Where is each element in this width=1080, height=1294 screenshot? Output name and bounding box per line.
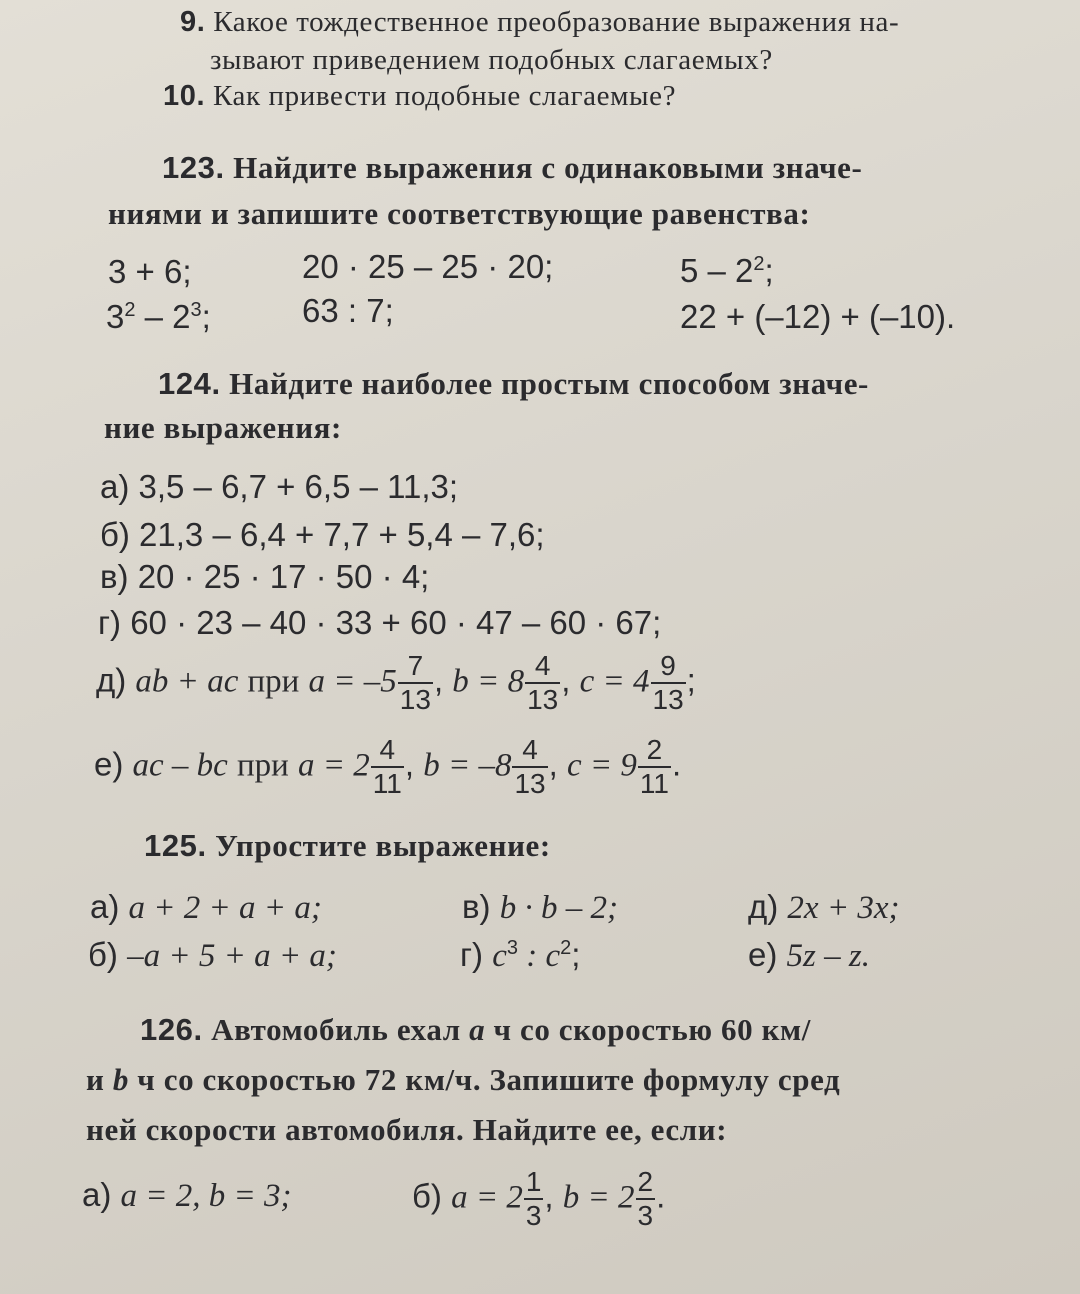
ex125-item-g: г) $c^3$ : $c^2$; xyxy=(460,936,581,974)
ex124-item-e: е) ac – bc при a = 2 $\frac{4}{11}$ , b = –8 $\frac{4}{13}$ , c = 9 $\frac{2}{11}$ . xyxy=(94,734,682,799)
fraction: $\frac{2}{11}$ xyxy=(639,734,669,799)
fraction: $\frac{4}{13}$ xyxy=(527,650,559,715)
ex123-heading-cont: ниями и запишите соответствующие равенства: xyxy=(108,196,811,231)
ex124-item-g: г) 60 · 23 – 40 · 33 + 60 · 47 – 60 · 67; xyxy=(98,604,662,641)
ex123-expr-1: 3 + 6; xyxy=(108,253,192,290)
ex125-item-b: б) –a + 5 + a + a; xyxy=(88,936,337,974)
ex124-item-d: д) ab + ac при a = –5 $\frac{7}{13}$ , b = 8 $\frac{4}{13}$ , c = 4 $\frac{9}{13}$ ; xyxy=(96,650,696,715)
ex123-expr-4: $3^2 - 2^3$; xyxy=(106,298,211,335)
ex124-heading-cont: ние выражения: xyxy=(104,410,342,445)
ex125-item-v: в) b · b – 2; xyxy=(462,888,618,926)
fraction: $\frac{4}{11}$ xyxy=(372,734,402,799)
ex125-heading: 125. Упростите выражение: xyxy=(144,828,551,863)
question-9: 9. Какое тождественное преобразование выражения на- xyxy=(180,6,900,38)
ex123-expr-6: 22 + (–12) + (–10). xyxy=(680,298,956,335)
ex123-heading: 123. Найдите выражения с одинаковыми значе- xyxy=(162,150,863,185)
question-10: 10. Как привести подобные слагаемые? xyxy=(163,80,677,112)
question-9-cont: зывают приведением подобных слагаемых? xyxy=(210,44,773,76)
ex126-item-a: а) a = 2, b = 3; xyxy=(82,1176,292,1214)
fraction: $\frac{2}{3}$ xyxy=(637,1166,654,1231)
fraction: $\frac{1}{3}$ xyxy=(525,1166,542,1231)
ex124-item-a: а) 3,5 – 6,7 + 6,5 – 11,3; xyxy=(100,468,459,505)
ex123-expr-5: 63 : 7; xyxy=(302,292,394,329)
ex126-item-b: б) a = 2 $\frac{1}{3}$ , b = 2 $\frac{2}{3}$ . xyxy=(412,1166,666,1231)
ex125-item-d: д) 2x + 3x; xyxy=(748,888,900,926)
ex124-heading: 124. Найдите наиболее простым способом значе- xyxy=(158,366,869,401)
fraction: $\frac{9}{13}$ xyxy=(652,650,684,715)
ex126-heading: 126. Автомобиль ехал a ч со скоростью 60 км/ xyxy=(140,1012,811,1047)
ex123-expr-3: $5 - 2^2$; xyxy=(680,252,774,289)
fraction: $\frac{7}{13}$ xyxy=(399,650,431,715)
ex126-line3: ней скорости автомобиля. Найдите ее, если: xyxy=(86,1112,728,1147)
ex123-expr-2: 20 · 25 – 25 · 20; xyxy=(302,248,554,285)
ex126-line2: и b ч со скоростью 72 км/ч. Запишите формулу сред xyxy=(86,1062,841,1097)
ex125-item-e: е) 5z – z. xyxy=(748,936,870,974)
ex124-item-v: в) 20 · 25 · 17 · 50 · 4; xyxy=(100,558,430,595)
ex125-item-a: а) a + 2 + a + a; xyxy=(90,888,322,926)
fraction: $\frac{4}{13}$ xyxy=(514,734,546,799)
ex124-item-b: б) 21,3 – 6,4 + 7,7 + 5,4 – 7,6; xyxy=(100,516,545,553)
